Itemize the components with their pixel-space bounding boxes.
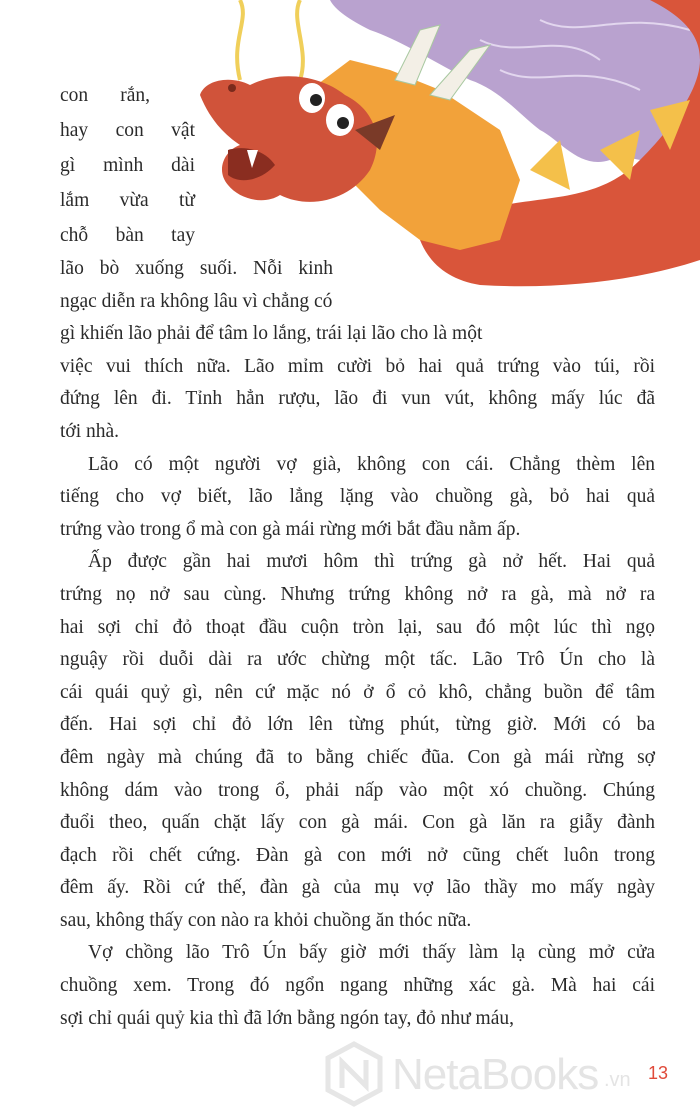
text-line: tiếng cho vợ biết, lão lẳng lặng vào chuồng gà, bỏ hai quả	[60, 486, 655, 508]
text-line-wrapped: lắm vừa từ	[60, 190, 195, 211]
text-line: Ấp được gần hai mươi hôm thì trứng gà nở hết. Hai quả	[88, 551, 655, 573]
text-line: ngạc diễn ra không lâu vì chẳng có	[60, 290, 333, 312]
text-line: chuồng xem. Trong đó ngổn ngang những xác gà. Mà hai cái	[60, 975, 655, 997]
text-line: đạch rồi chết cứng. Đàn gà con mới nở cũng chết luôn trong	[60, 844, 655, 866]
text-line-wrapped: hay con vật	[60, 120, 195, 141]
text-line: trứng nọ nở sau cùng. Nhưng trứng không nở ra gà, mà nở ra	[60, 583, 655, 605]
text-line: Vợ chồng lão Trô Ún bấy giờ mới thấy làm lạ cùng mở cửa	[88, 942, 655, 964]
text-line: Lão có một người vợ già, không con cái. Chẳng thèm lên	[88, 453, 655, 475]
text-line: cái quái quỷ gì, nên cứ mặc nó ở ổ cỏ khô, chẳng buồn để tâm	[60, 681, 655, 703]
text-line: hai sợi chỉ đỏ thoạt đầu cuộn tròn lại, sau đó một lúc thì ngọ	[60, 616, 655, 638]
text-line: trứng vào trong ổ mà con gà mái rừng mới bắt đầu nằm ấp.	[60, 518, 521, 540]
text-line: không dám vào trong ổ, phải nấp vào một xó chuồng. Chúng	[60, 779, 655, 801]
text-line: đuổi theo, quấn chặt lấy con gà mái. Con gà lăn ra giẫy đành	[60, 812, 655, 834]
netabooks-watermark-logo	[322, 1040, 392, 1110]
watermark-brand: NetaBooks	[392, 1050, 599, 1099]
text-line: đêm ấy. Rồi cứ thế, đàn gà của mụ vợ lão thầy mo mấy ngày	[60, 877, 655, 899]
text-line: tới nhà.	[60, 420, 120, 442]
text-line: đứng lên đi. Tỉnh hẳn rượu, lão đi vun vút, không mấy lúc đã	[60, 388, 655, 410]
page-number: 13	[648, 1063, 669, 1083]
text-line-wrapped: con rắn,	[60, 85, 150, 106]
story-text	[60, 78, 655, 1035]
text-line: việc vui thích nữa. Lão mỉm cười bỏ hai quả trứng vào túi, rồi	[60, 355, 655, 377]
text-line-wrapped: gì mình dài	[60, 155, 195, 176]
text-line: đêm ngày mà chúng đã to bằng chiếc đũa. Con gà mái rừng sợ	[60, 746, 655, 768]
text-line: sợi chỉ quái quỷ kia thì đã lớn bằng ngón tay, đỏ như máu,	[60, 1007, 514, 1029]
text-line: gì khiến lão phải để tâm lo lắng, trái lại lão cho là một	[60, 323, 483, 345]
whisker	[237, 0, 303, 80]
watermark-suffix: .vn	[604, 1069, 631, 1091]
text-line: lão bò xuống suối. Nỗi kinh	[60, 258, 333, 279]
text-line: sau, không thấy con nào ra khỏi chuồng ăn thóc nữa.	[60, 909, 472, 931]
text-line: nguậy rồi duỗi dài ra ước chừng một tấc. Lão Trô Ún cho là	[60, 649, 655, 671]
text-line-wrapped: chỗ bàn tay	[60, 225, 195, 246]
text-line: đến. Hai sợi chỉ đỏ lớn lên từng phút, từng giờ. Mới có ba	[60, 714, 655, 736]
